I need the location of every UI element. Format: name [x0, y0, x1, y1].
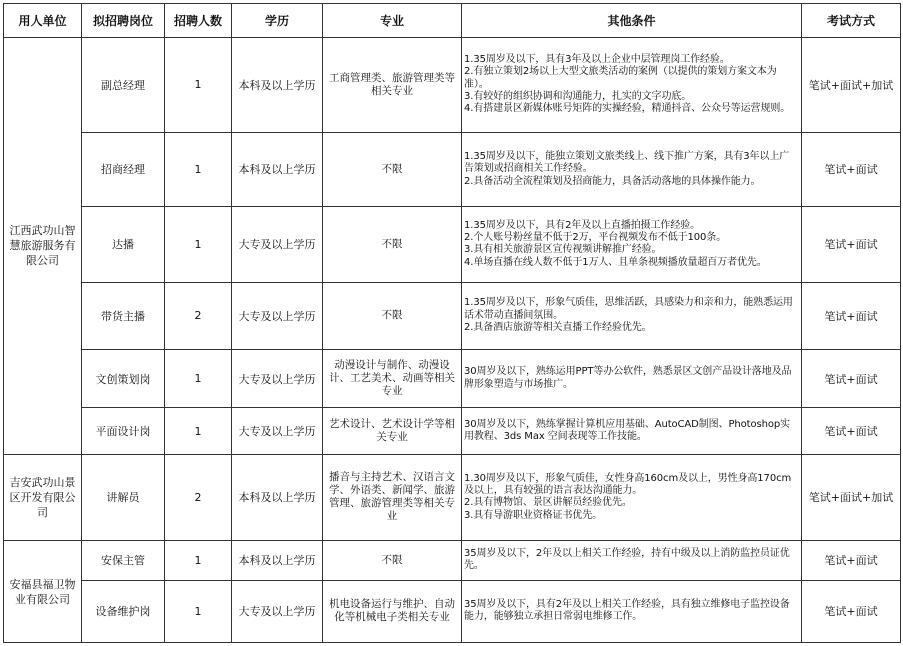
position-title: 带货主播 [82, 282, 165, 349]
major-requirement: 动漫设计与制作、动漫设计、工艺美术、动画等相关专业 [323, 350, 462, 408]
education-requirement: 本科及以上学历 [232, 541, 323, 580]
condition-line: 1.35周岁及以下，形象气质佳，思维活跃，具感染力和亲和力，能熟悉运用话术带动直播间氛围。 [464, 297, 793, 321]
education-requirement: 大专及以上学历 [232, 408, 323, 454]
position-title: 达播 [82, 207, 165, 282]
exam-method: 笔试+面试 [802, 350, 901, 408]
condition-line: 30周岁及以下，熟练掌握计算机应用基础、AutoCAD制图、Photoshop实用教程、3ds Max 空间表现等工作技能。 [464, 418, 791, 443]
table-row [4, 454, 901, 541]
other-conditions [462, 38, 802, 133]
headcount: 1 [165, 132, 232, 206]
major-requirement: 工商管理类、旅游管理类等相关专业 [323, 38, 462, 133]
position-title: 平面设计岗 [82, 408, 165, 454]
table-row [4, 580, 901, 642]
exam-method: 笔试+面试 [802, 580, 901, 642]
condition-line: 1.30周岁及以下，形象气质佳，女性身高160cm及以上，男性身高170cm及以上，具有较强的语言表达沟通能力。 [464, 472, 792, 497]
headcount: 1 [165, 350, 232, 408]
exam-method: 笔试+面试+加试 [802, 454, 901, 541]
table-row [4, 408, 901, 454]
table-row [4, 207, 901, 282]
education-requirement: 大专及以上学历 [232, 282, 323, 349]
headcount: 1 [165, 580, 232, 642]
table-row [4, 282, 901, 349]
exam-method: 笔试+面试 [802, 207, 901, 282]
education-requirement: 本科及以上学历 [232, 454, 323, 541]
condition-line: 2.具备活动全流程策划及招商能力，具备活动落地的具体操作能力。 [464, 175, 761, 187]
condition-line: 3.有较好的组织协调和沟通能力，扎实的文字功底。 [464, 91, 692, 103]
headcount: 2 [165, 454, 232, 541]
other-conditions [462, 408, 802, 454]
header-cell: 招聘人数 [165, 4, 232, 38]
employer-cell: 江西武功山智慧旅游服务有限公司 [4, 38, 82, 455]
table-row [4, 38, 901, 133]
header-cell: 拟招聘岗位 [82, 4, 165, 38]
education-requirement: 大专及以上学历 [232, 580, 323, 642]
position-title: 设备维护岗 [82, 580, 165, 642]
header-cell: 其他条件 [462, 4, 802, 38]
condition-line: 3.具有相关旅游景区宣传视频讲解推广经验。 [464, 244, 662, 256]
header-cell: 考试方式 [802, 4, 901, 38]
condition-line: 2.具备酒店旅游等相关直播工作经验优先。 [464, 322, 652, 334]
major-requirement: 不限 [323, 207, 462, 282]
condition-line: 2.个人账号粉丝量不低于2万，平台视频发布不低于100条。 [464, 231, 727, 243]
education-requirement: 本科及以上学历 [232, 132, 323, 206]
condition-line: 35周岁及以下，2年及以上相关工作经验，持有中级及以上消防监控员证优先。 [464, 547, 790, 572]
condition-line: 2.具有博物馆、景区讲解员经验优先。 [464, 497, 632, 509]
condition-line: 2.有独立策划2场以上大型文旅类活动的案例（以提供的策划方案文本为准）。 [464, 66, 777, 90]
other-conditions [462, 580, 802, 642]
header-cell: 专业 [323, 4, 462, 38]
other-conditions [462, 207, 802, 282]
major-requirement: 机电设备运行与维护、自动化等机械电子类相关专业 [323, 580, 462, 642]
major-requirement: 艺术设计、艺术设计学等相关专业 [323, 408, 462, 454]
condition-line: 35周岁及以下，具有2年及以上相关工作经验，具有独立维修电子监控设备能力，能够独立承担日常弱电维修工作。 [464, 598, 790, 623]
condition-line: 4.单场直播在线人数不低于1万人、且单条视频播放量超百万者优先。 [464, 256, 767, 268]
headcount: 1 [165, 541, 232, 580]
condition-line: 4.有搭建景区新媒体账号矩阵的实操经验，精通抖音、公众号等运营规则。 [464, 103, 791, 115]
table-row [4, 350, 901, 408]
other-conditions [462, 282, 802, 349]
condition-line: 3.具有导游职业资格证书优先。 [464, 509, 603, 521]
table-row [4, 132, 901, 206]
headcount: 1 [165, 38, 232, 133]
headcount: 2 [165, 282, 232, 349]
condition-line: 1.35周岁及以下，具有3年及以上企业中层管理岗工作经验。 [464, 53, 730, 65]
education-requirement: 大专及以上学历 [232, 207, 323, 282]
condition-line: 30周岁及以下，熟练运用PPT等办公软件，熟悉景区文创产品设计落地及品牌形象塑造与市场推广。 [464, 366, 792, 390]
condition-line: 1.35周岁及以下，具有2年及以上直播拍摄工作经验。 [464, 219, 701, 231]
major-requirement: 不限 [323, 132, 462, 206]
exam-method: 笔试+面试 [802, 541, 901, 580]
major-requirement: 不限 [323, 282, 462, 349]
headcount: 1 [165, 207, 232, 282]
exam-method: 笔试+面试 [802, 408, 901, 454]
major-requirement: 不限 [323, 541, 462, 580]
header-cell: 用人单位 [4, 4, 82, 38]
exam-method: 笔试+面试 [802, 132, 901, 206]
recruitment-table [3, 3, 901, 643]
header-row [4, 4, 901, 38]
position-title: 讲解员 [82, 454, 165, 541]
headcount: 1 [165, 408, 232, 454]
position-title: 文创策划岗 [82, 350, 165, 408]
other-conditions [462, 454, 802, 541]
exam-method: 笔试+面试+加试 [802, 38, 901, 133]
employer-cell: 吉安武功山景区开发有限公司 [4, 454, 82, 541]
employer-cell: 安福县福卫物业有限公司 [4, 541, 82, 643]
other-conditions [462, 132, 802, 206]
table-row [4, 541, 901, 580]
education-requirement: 大专及以上学历 [232, 350, 323, 408]
position-title: 安保主管 [82, 541, 165, 580]
other-conditions [462, 350, 802, 408]
position-title: 副总经理 [82, 38, 165, 133]
major-requirement: 播音与主持艺术、汉语言文学、外语类、新闻学、旅游管理、旅游管理类等相关专业 [323, 454, 462, 541]
header-cell: 学历 [232, 4, 323, 38]
position-title: 招商经理 [82, 132, 165, 206]
other-conditions [462, 541, 802, 580]
exam-method: 笔试+面试 [802, 282, 901, 349]
condition-line: 1.35周岁及以下，能独立策划文旅类线上、线下推广方案，具有3年以上广告策划或招商相关工作经验。 [464, 150, 790, 175]
education-requirement: 本科及以上学历 [232, 38, 323, 133]
